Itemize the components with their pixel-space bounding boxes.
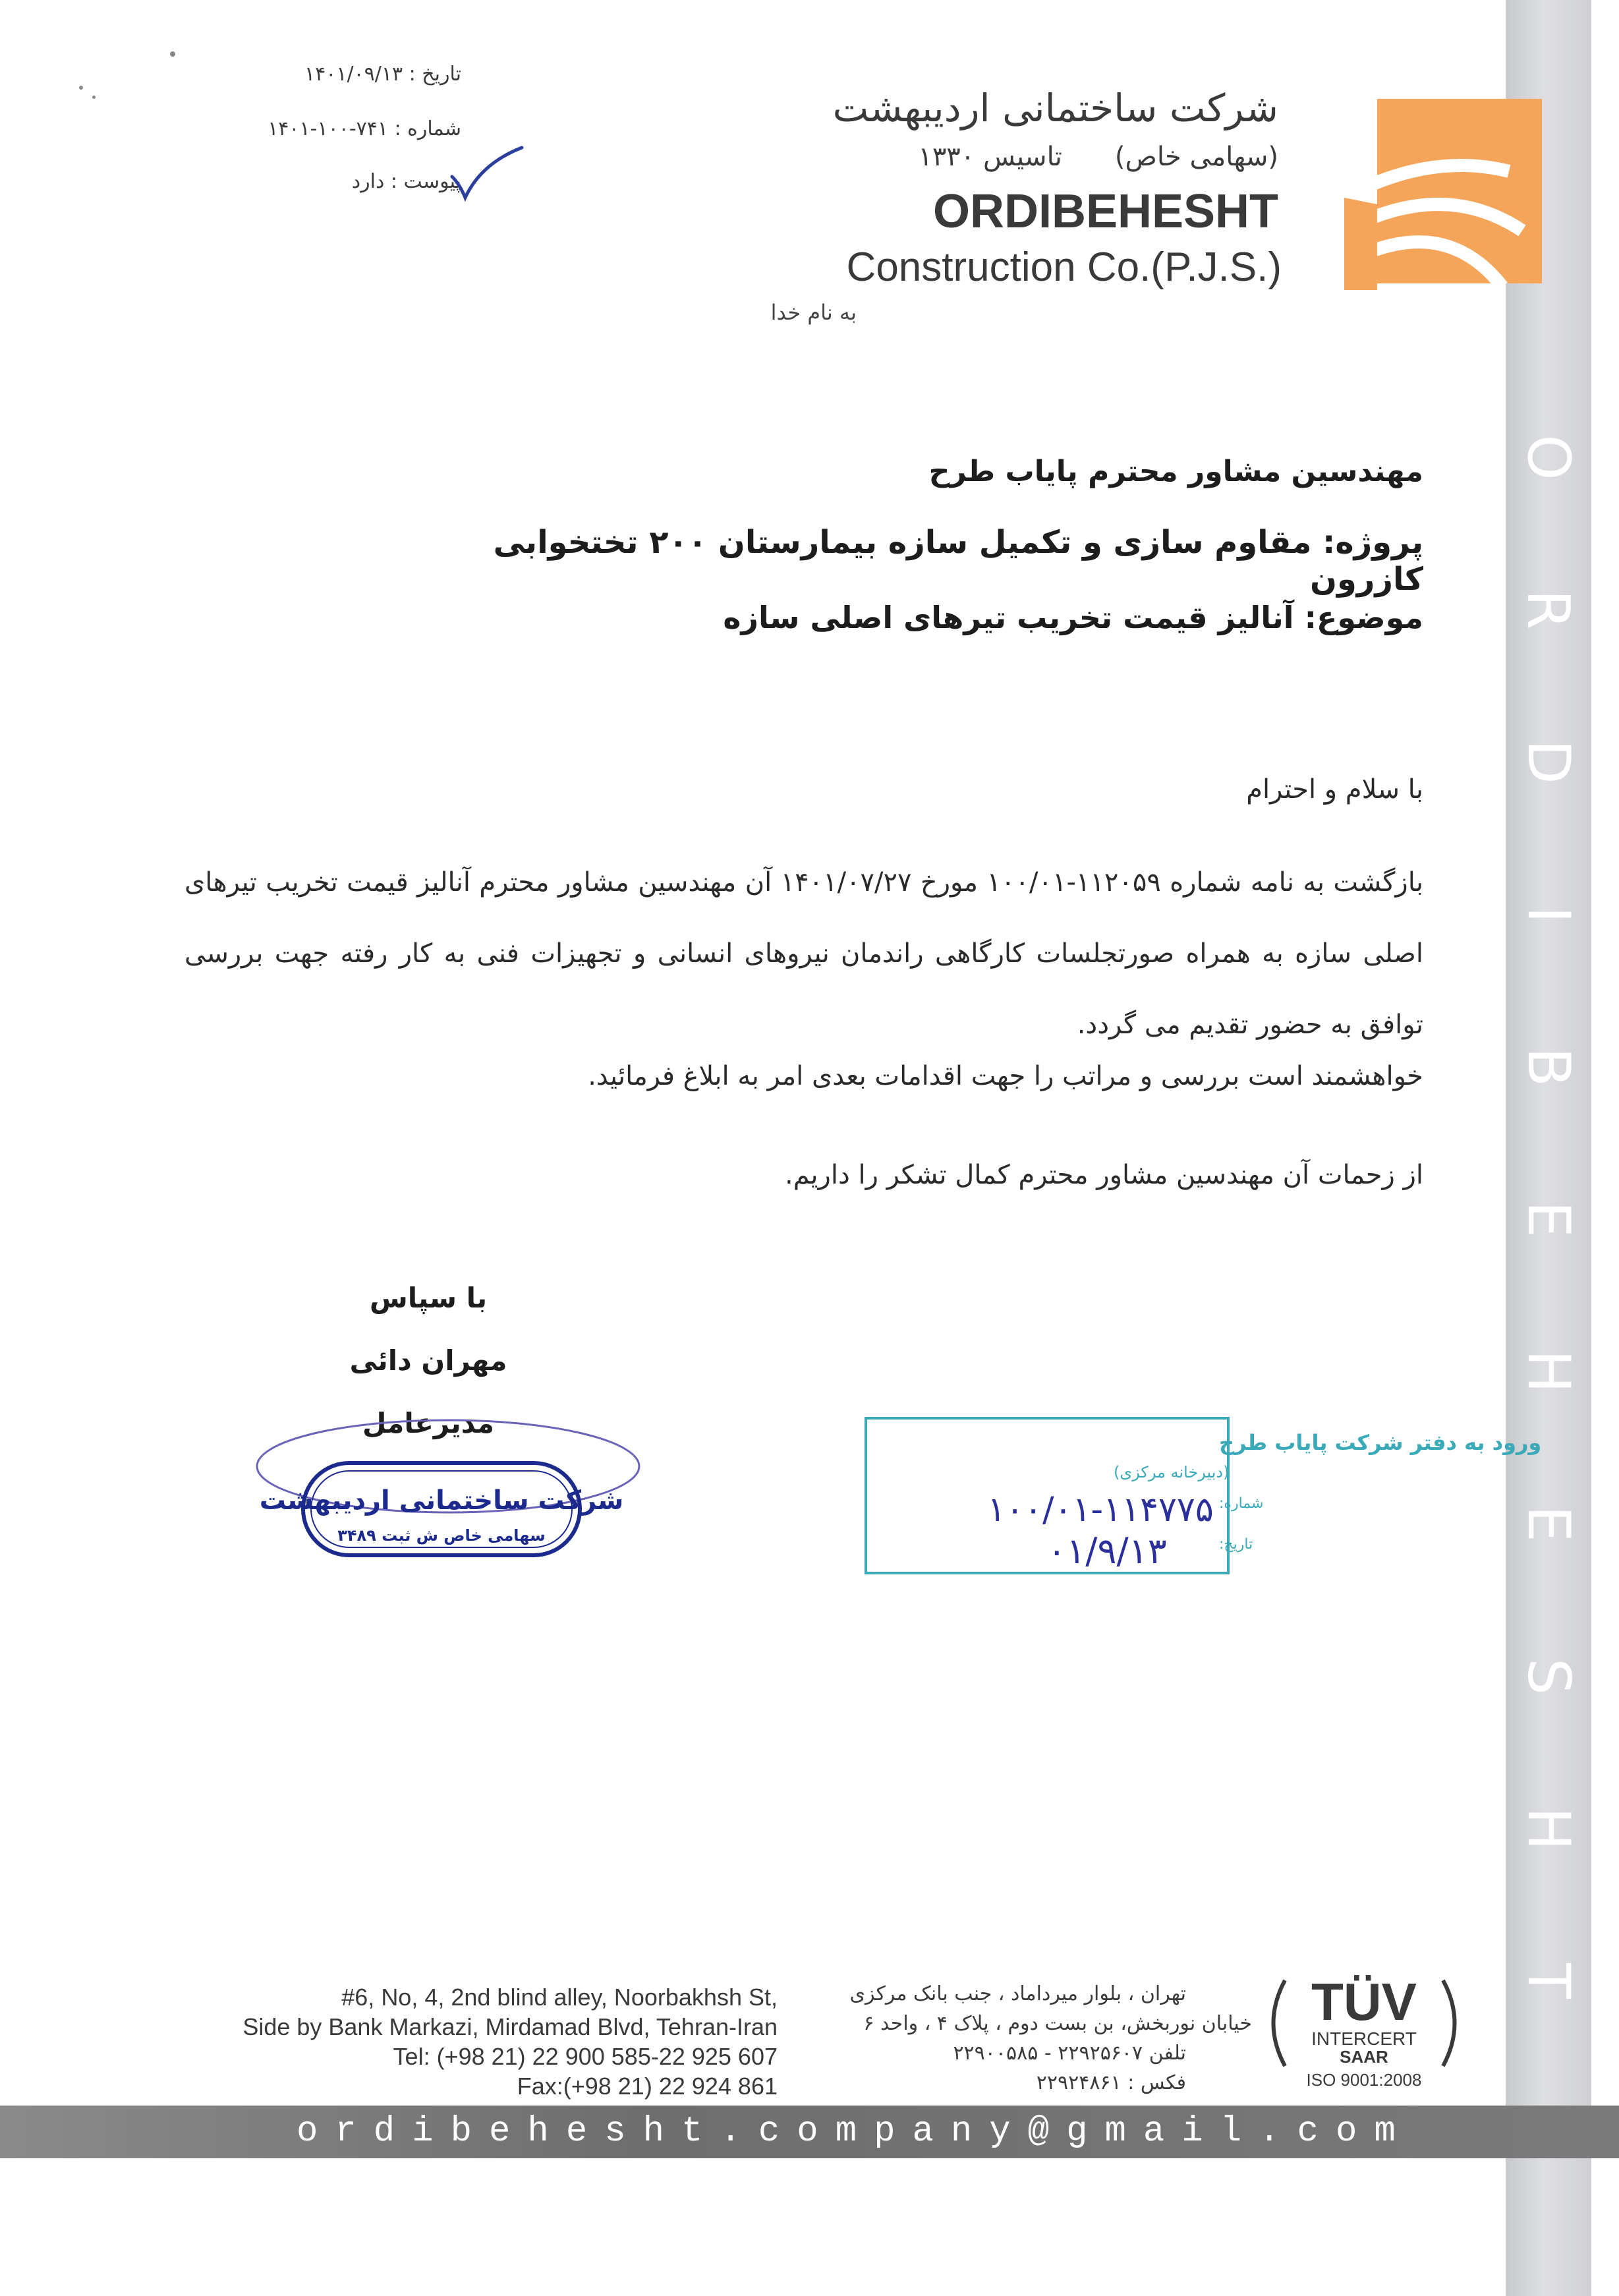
basmala: به نام خدا bbox=[770, 300, 857, 325]
addressee: مهندسین مشاور محترم پایاب طرح bbox=[928, 455, 1423, 488]
receipt-date-label: تاریخ: bbox=[1219, 1536, 1253, 1553]
side-letter: I bbox=[1514, 905, 1583, 923]
salutation: با سلام و احترام bbox=[1246, 774, 1423, 805]
side-letter: H bbox=[1514, 1806, 1583, 1851]
body-paragraph: از زحمات آن مهندسین مشاور محترم کمال تشکر را داریم. bbox=[785, 1160, 1423, 1190]
stamp-registration: سهامی خاص ش ثبت ۳۴۸۹ bbox=[337, 1526, 546, 1545]
receipt-date-value: ۰۱/۹/۱۳ bbox=[1047, 1530, 1167, 1572]
receipt-stamp-title: ورود به دفتر شرکت پایاب طرح bbox=[1219, 1430, 1542, 1455]
company-type-en: Construction Co.(P.J.S.) bbox=[846, 244, 1282, 290]
footer-address-fa-1: تهران ، بلوار میرداماد ، جنب بانک مرکزی bbox=[849, 1982, 1186, 2005]
tuv-saar: SAAR bbox=[1340, 2047, 1388, 2067]
stamp-company-name: شرکت ساختمانی اردیبهشت bbox=[259, 1485, 624, 1516]
receipt-number-label: شماره: bbox=[1219, 1495, 1264, 1512]
company-type-label: (سهامی خاص) bbox=[1114, 142, 1278, 172]
side-letter: H bbox=[1514, 1350, 1583, 1394]
tuv-intercert: INTERCERT bbox=[1311, 2028, 1417, 2049]
body-paragraph: بازگشت به نامه شماره ۱۱۲۰۵۹-۱۰۰/۰۱ مورخ ۱۴۰۱/۰۷/۲۷ آن مهندسین مشاور محترم آنالیز قیمت تخریب تیرهای اصلی سازه به همراه صورتجلسات کارگاهی راندمان نیروهای انسانی و تجهیزات فنی به کار رفته جهت بررسی توافق به حضور تقدیم می گردد. bbox=[185, 867, 1424, 1040]
letter-date: تاریخ : ۱۴۰۱/۰۹/۱۳ bbox=[304, 63, 461, 86]
body-paragraph: خواهشمند است بررسی و مراتب را جهت اقدامات بعدی امر به ابلاغ فرمائید. bbox=[588, 1061, 1423, 1091]
scan-speck bbox=[79, 86, 83, 90]
receipt-stamp bbox=[863, 1410, 1542, 1582]
signature-thanks: با سپاس bbox=[369, 1282, 488, 1314]
company-name-fa: شرکت ساختمانی اردیبهشت bbox=[832, 86, 1278, 130]
company-email[interactable]: ordibehesht.company@gmail.com bbox=[297, 2111, 1413, 2152]
side-letter: T bbox=[1514, 1963, 1583, 1999]
receipt-number-value: ۱۰۰/۰۱-۱۱۴۷۷۵ bbox=[987, 1490, 1214, 1530]
signer-name: مهران دائی bbox=[349, 1344, 507, 1377]
side-brand-letters bbox=[1506, 428, 1591, 2010]
side-letter: E bbox=[1514, 1201, 1583, 1238]
scan-speck bbox=[92, 96, 96, 99]
side-letter: D bbox=[1514, 739, 1583, 785]
side-letter: E bbox=[1514, 1505, 1583, 1543]
side-letter: R bbox=[1515, 589, 1583, 630]
footer-tel-en: Tel: (+98 21) 22 900 585-22 925 607 bbox=[393, 2043, 778, 2070]
footer-tel-fa: تلفن ۲۲۹۲۵۶۰۷ - ۲۲۹۰۰۵۸۵ bbox=[953, 2042, 1186, 2065]
tuv-certification-logo bbox=[1259, 1967, 1469, 2092]
project-title: پروژه: مقاوم سازی و تکمیل سازه بیمارستان ۲۰۰ تختخوابی کازرون bbox=[493, 524, 1423, 598]
footer-fax-fa: فکس : ۲۲۹۲۴۸۶۱ bbox=[1036, 2071, 1186, 2094]
footer-address-en-2: Side by Bank Markazi, Mirdamad Blvd, Tehran-Iran bbox=[242, 2013, 778, 2040]
company-founded: تاسیس ۱۳۳۰ bbox=[918, 142, 1062, 172]
company-logo bbox=[1344, 99, 1555, 297]
side-letter: S bbox=[1514, 1657, 1583, 1695]
scan-speck bbox=[170, 51, 175, 57]
subject-line: موضوع: آنالیز قیمت تخریب تیرهای اصلی سازه bbox=[723, 600, 1423, 635]
letter-number: شماره : ۷۴۱-۱۰۰-۱۴۰۱ bbox=[268, 117, 461, 140]
side-letter: O bbox=[1514, 434, 1583, 480]
receipt-stamp-subtitle: (دبیرخانه مرکزی) bbox=[1114, 1463, 1230, 1481]
company-stamp bbox=[231, 1410, 639, 1582]
footer-fax-en: Fax:(+98 21) 22 924 861 bbox=[517, 2073, 778, 2100]
signer-title: مدیرعامل bbox=[362, 1407, 495, 1439]
company-type-fa bbox=[764, 142, 1278, 172]
company-name-en: ORDIBEHESHT bbox=[932, 185, 1278, 238]
iso-certificate: ISO 9001:2008 bbox=[1306, 2070, 1422, 2090]
footer-address-fa-2: خیابان نوربخش، بن بست دوم ، پلاک ۴ ، واحد ۶ bbox=[863, 2012, 1252, 2035]
footer-address-en-1: #6, No, 4, 2nd blind alley, Noorbakhsh St, bbox=[341, 1984, 778, 2011]
letter-attachment: پیوست : دارد bbox=[351, 170, 461, 193]
tuv-name: TÜV bbox=[1311, 1972, 1417, 2031]
check-mark-icon bbox=[448, 144, 527, 203]
side-letter: B bbox=[1515, 1047, 1583, 1087]
